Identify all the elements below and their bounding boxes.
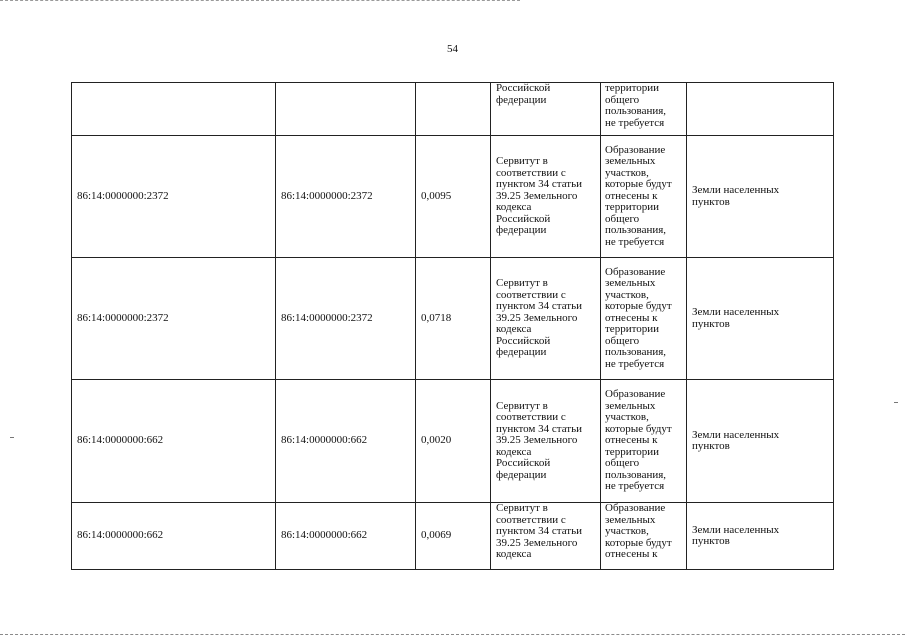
parcel-number-cell: 86:14:0000000:2372 <box>276 136 416 258</box>
area-cell: 0,0069 <box>416 503 491 570</box>
parcel-number-cell: 86:14:0000000:2372 <box>276 258 416 380</box>
parcel-number-cell <box>276 83 416 136</box>
note-cell: Образование земельных участков, которые будут отнесены к <box>601 503 687 570</box>
basis-cell: Российской федерации <box>491 83 601 136</box>
table-row <box>72 380 834 503</box>
table-row <box>72 258 834 380</box>
page-number: 54 <box>447 43 458 55</box>
land-category-cell <box>687 83 834 136</box>
land-category-cell: Земли населенных пунктов <box>687 258 834 380</box>
scan-edge-top <box>0 0 520 3</box>
land-category-cell: Земли населенных пунктов <box>687 380 834 503</box>
cadastral-number-cell: 86:14:0000000:662 <box>72 380 276 503</box>
basis-cell: Сервитут в соответствии с пунктом 34 статьи 39.25 Земельного кодекса Российской федерации <box>491 380 601 503</box>
scan-speck <box>10 437 14 438</box>
note-cell: Образование земельных участков, которые будут отнесены к территории общего пользования, не требуется <box>601 380 687 503</box>
table-row <box>72 503 834 570</box>
land-category-cell: Земли населенных пунктов <box>687 136 834 258</box>
basis-cell: Сервитут в соответствии с пунктом 34 статьи 39.25 Земельного кодекса Российской федерации <box>491 258 601 380</box>
note-cell: территории общего пользования, не требуется <box>601 83 687 136</box>
cadastral-number-cell: 86:14:0000000:2372 <box>72 136 276 258</box>
area-cell: 0,0095 <box>416 136 491 258</box>
land-category-cell: Земли населенных пунктов <box>687 503 834 570</box>
scan-edge-bottom <box>0 634 905 638</box>
table-row <box>72 136 834 258</box>
area-cell: 0,0718 <box>416 258 491 380</box>
basis-cell: Сервитут в соответствии с пунктом 34 статьи 39.25 Земельного кодекса Российской федерации <box>491 136 601 258</box>
parcel-number-cell: 86:14:0000000:662 <box>276 503 416 570</box>
cadastral-number-cell: 86:14:0000000:662 <box>72 503 276 570</box>
servitude-table <box>71 82 834 570</box>
note-cell: Образование земельных участков, которые будут отнесены к территории общего пользования, не требуется <box>601 258 687 380</box>
cadastral-number-cell <box>72 83 276 136</box>
cadastral-number-cell: 86:14:0000000:2372 <box>72 258 276 380</box>
note-cell: Образование земельных участков, которые будут отнесены к территории общего пользования, не требуется <box>601 136 687 258</box>
table-row <box>72 83 834 136</box>
basis-cell: Сервитут в соответствии с пунктом 34 статьи 39.25 Земельного кодекса <box>491 503 601 570</box>
scan-speck <box>894 402 898 403</box>
area-cell <box>416 83 491 136</box>
parcel-number-cell: 86:14:0000000:662 <box>276 380 416 503</box>
area-cell: 0,0020 <box>416 380 491 503</box>
